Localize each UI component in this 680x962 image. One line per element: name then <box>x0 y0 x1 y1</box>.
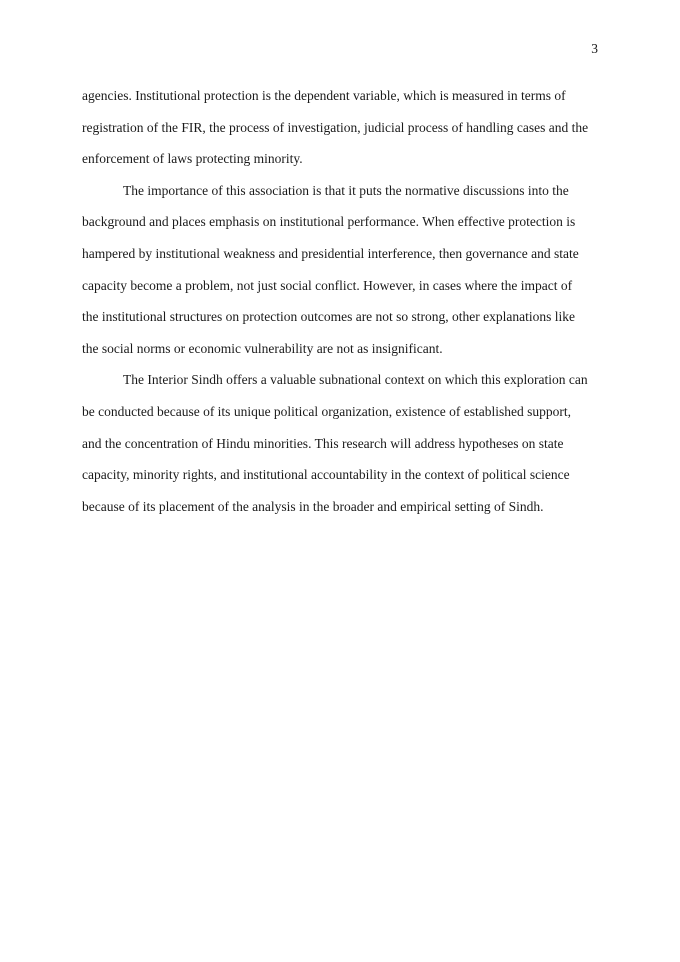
text-line: The Interior Sindh offers a valuable subnational context on which this exploration can <box>123 372 588 388</box>
body-text <box>82 80 598 522</box>
text-line: and the concentration of Hindu minorities. This research will address hypotheses on state <box>82 435 564 451</box>
text-line: be conducted because of its unique political organization, existence of established support, <box>82 403 571 419</box>
text-line: enforcement of laws protecting minority. <box>82 151 303 167</box>
paragraph <box>82 364 598 522</box>
text-line: the institutional structures on protection outcomes are not so strong, other explanations like <box>82 309 576 325</box>
text-line: agencies. Institutional protection is the dependent variable, which is measured in terms of <box>82 88 566 103</box>
paragraph <box>82 80 598 175</box>
text-line: background and places emphasis on institutional performance. When effective protection is <box>82 214 576 230</box>
text-line: capacity become a problem, not just social conflict. However, in cases where the impact of <box>82 277 573 293</box>
text-line: the social norms or economic vulnerability are not as insignificant. <box>82 340 443 356</box>
text-line: hampered by institutional weakness and presidential interference, then governance and state <box>82 245 579 261</box>
page-number: 3 <box>591 41 598 56</box>
text-line: The importance of this association is that it puts the normative discussions into the <box>123 182 569 198</box>
paragraph <box>82 175 598 365</box>
text-line: registration of the FIR, the process of investigation, judicial process of handling cases and the <box>82 119 589 135</box>
text-line: because of its placement of the analysis in the broader and empirical setting of Sindh. <box>82 498 544 514</box>
text-line: capacity, minority rights, and institutional accountability in the context of political science <box>82 467 570 483</box>
